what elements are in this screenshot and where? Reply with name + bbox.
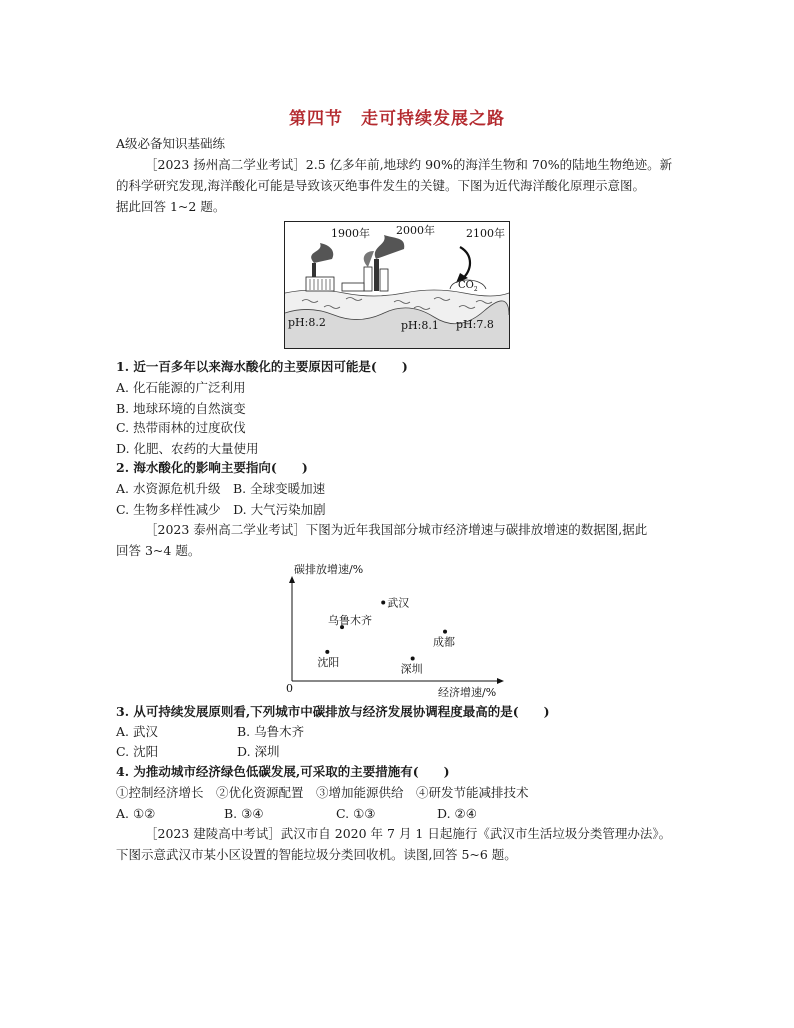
year-label: 2100年 [466,227,505,240]
point-label: 沈阳 [317,655,340,669]
point-label: 乌鲁木齐 [328,614,373,628]
x-axis-arrow [497,678,504,684]
intro2-line: ［2023 泰州高二学业考试］下图为近年我国部分城市经济增速与碳排放增速的数据图,据此 [145,522,648,537]
scatter-chart [282,560,512,700]
option: A. 武汉 [116,724,158,739]
ocean-acidification-diagram [284,221,510,349]
ph-label: pH:7.8 [456,318,494,331]
data-point [325,650,329,654]
ph-label: pH:8.1 [401,319,439,332]
option: D. ②④ [437,806,477,821]
intro1-line: 据此回答 1~2 题。 [116,199,226,214]
option: C. 热带雨林的过度砍伐 [116,420,246,435]
point-label: 武汉 [387,596,410,610]
intro3-line: ［2023 建陵高中考试］武汉市自 2020 年 7 月 1 日起施行《武汉市生活垃圾分类管理办法》。 [145,826,672,841]
option: C. 沈阳 [116,744,159,759]
point-label: 成都 [433,635,456,649]
option: A. ①② [116,806,156,821]
option: C. ①③ [336,806,376,821]
question-3-stem: 3. 从可持续发展原则看,下列城市中碳排放与经济发展协调程度最高的是( ) [116,704,550,719]
intro2-line: 回答 3~4 题。 [116,543,201,558]
option: A. 化石能源的广泛利用 [116,380,246,395]
x-axis-label: 经济增速/% [438,686,497,699]
option: B. 乌鲁木齐 [237,724,305,739]
option: D. 化肥、农药的大量使用 [116,441,259,456]
page-title: 第四节 走可持续发展之路 [289,109,505,129]
ph-label: pH:8.2 [288,316,326,329]
year-label: 2000年 [396,224,435,237]
option: B. 地球环境的自然演变 [116,401,246,416]
intro1-line: 的科学研究发现,海洋酸化可能是导致该灭绝事件发生的关键。下图为近代海洋酸化原理示意图。 [116,178,645,193]
origin-label: 0 [286,682,293,695]
y-axis-label: 碳排放增速/% [294,563,364,576]
year-label: 1900年 [331,227,370,240]
question-2-stem: 2. 海水酸化的影响主要指向( ) [116,460,308,475]
data-point [411,657,415,661]
option: D. 深圳 [237,744,280,759]
option-items: ①控制经济增长 ②优化资源配置 ③增加能源供给 ④研发节能减排技术 [116,785,529,800]
data-point [381,600,385,604]
option: C. 生物多样性减少 D. 大气污染加剧 [116,502,326,517]
intro3-line: 下图示意武汉市某小区设置的智能垃圾分类回收机。读图,回答 5~6 题。 [116,847,517,862]
section-heading: A级必备知识基础练 [116,136,226,151]
point-label: 深圳 [400,662,423,676]
intro1-line: ［2023 扬州高二学业考试］2.5 亿多年前,地球约 90%的海洋生物和 70%的陆地生物绝迹。新 [145,157,673,172]
y-axis-arrow [289,576,295,583]
option: A. 水资源危机升级 B. 全球变暖加速 [116,481,326,496]
option: B. ③④ [224,806,264,821]
data-point [443,630,447,634]
question-1-stem: 1. 近一百多年以来海水酸化的主要原因可能是( ) [116,359,408,374]
question-4-stem: 4. 为推动城市经济绿色低碳发展,可采取的主要措施有( ) [116,764,450,779]
co2-label: $CO_2$ [458,280,478,293]
